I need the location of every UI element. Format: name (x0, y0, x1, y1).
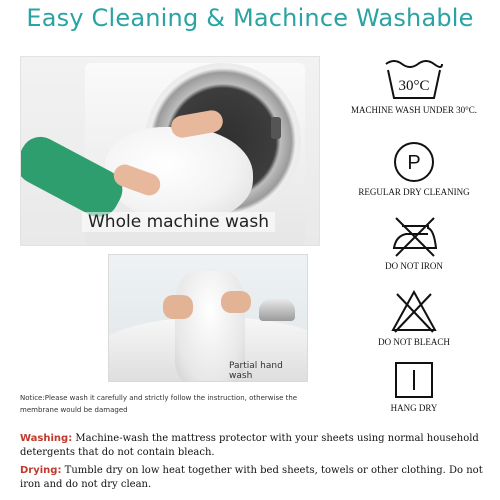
care-label-dry-clean: REGULAR DRY CLEANING (358, 187, 470, 197)
door-handle (271, 117, 281, 139)
drying-key: Drying: (20, 465, 62, 476)
care-label-wash: MACHINE WASH UNDER 30°C. (351, 105, 477, 115)
washing-text: Machine-wash the mattress protector with your sheets using normal household detergents that do not contain bleach. (20, 433, 479, 458)
care-label-bleach: DO NOT BLEACH (378, 337, 450, 347)
care-item-dry-clean (328, 140, 500, 197)
do-not-iron-icon (388, 214, 440, 258)
notice-text: Notice:Please wash it carefully and strictly follow the instruction, otherwise the membrane would be damaged (20, 394, 298, 414)
hand-wash-photo (108, 254, 308, 382)
care-item-wash (328, 58, 500, 115)
drying-instructions (20, 464, 490, 492)
washing-instructions (20, 432, 490, 460)
care-item-hang-dry (328, 360, 500, 413)
hand (221, 291, 251, 313)
secondary-photo-caption: Partial hand wash (229, 361, 283, 381)
dry-clean-p-icon (392, 140, 436, 184)
wash-temperature: 30°C (398, 78, 430, 94)
care-item-iron (328, 214, 500, 271)
drying-text: Tumble dry on low heat together with bed sheets, towels or other clothing. Do not iron and do not dry clean. (20, 465, 483, 490)
washing-key: Washing: (20, 433, 73, 444)
hang-dry-icon (392, 360, 436, 400)
care-label-iron: DO NOT IRON (385, 261, 443, 271)
hand (163, 295, 193, 319)
care-label-hang-dry: HANG DRY (390, 403, 438, 413)
wash-30c-icon (382, 58, 446, 102)
faucet (259, 299, 295, 321)
care-item-bleach (328, 288, 500, 347)
main-photo-caption: Whole machine wash (82, 212, 275, 232)
dry-clean-letter: P (407, 152, 421, 174)
do-not-bleach-icon (389, 288, 439, 334)
page-title: Easy Cleaning & Machince Washable (26, 4, 474, 32)
